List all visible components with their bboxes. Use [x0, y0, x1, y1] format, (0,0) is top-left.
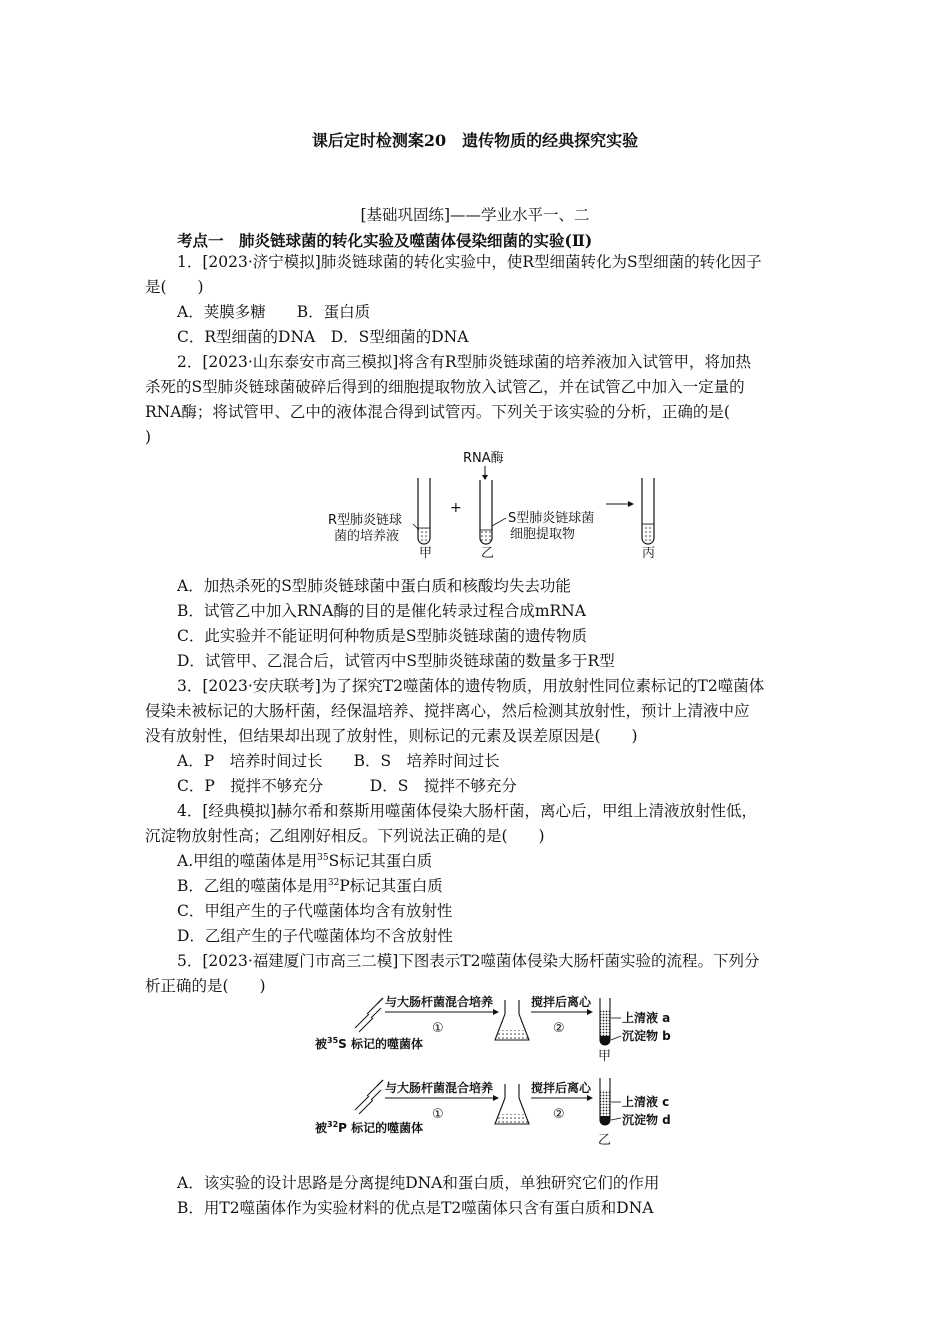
q2-option-d: D．试管甲、乙混合后，试管丙中S型肺炎链球菌的数量多于R型: [177, 652, 615, 670]
r-culture-label-1: R型肺炎链球: [328, 513, 403, 528]
sediment-b-label: 沉淀物 b: [622, 1029, 671, 1043]
q4-option-c: C．甲组产生的子代噬菌体均含有放射性: [177, 902, 453, 920]
supernatant-a-label: 上清液 a: [622, 1011, 671, 1025]
supernatant-c-label: 上清液 c: [622, 1095, 670, 1109]
rna-enzyme-label: RNA酶: [463, 451, 504, 466]
q4-stem-line2: 沉淀物放射性高；乙组刚好相反。下列说法正确的是( ): [145, 827, 545, 845]
tube-bing: [642, 478, 654, 544]
tube-jia-label: 甲: [419, 546, 433, 561]
q4-option-a: A.甲组的噬菌体是用$^{35}$S标记其蛋白质: [177, 852, 433, 870]
q2-option-a: A．加热杀死的S型肺炎链球菌中蛋白质和核酸均失去功能: [177, 577, 571, 595]
q3-stem-line3: 没有放射性，但结果却出现了放射性，则标记的元素及误差原因是( ): [145, 727, 638, 745]
q2-option-b: B．试管乙中加入RNA酶的目的是催化转录过程合成mRNA: [177, 602, 586, 620]
flask-icon: [495, 1000, 529, 1040]
q2-figure: [320, 446, 680, 566]
plus-sign: +: [450, 500, 462, 516]
step1-label-1: ①: [432, 1021, 444, 1036]
tube-yi-label: 乙: [481, 546, 495, 561]
q5-option-b: B．用T2噬菌体作为实验材料的优点是T2噬菌体只含有蛋白质和DNA: [177, 1199, 654, 1217]
tube-yi-centrifuged: [600, 1078, 610, 1125]
flask-icon-2: [495, 1084, 529, 1124]
stir-label-1: 搅拌后离心: [531, 995, 592, 1009]
syringe-icon-2: [355, 1080, 383, 1114]
q2-stem-line4: ): [145, 428, 152, 446]
mix-label-2: 与大肠杆菌混合培养: [385, 1081, 494, 1095]
step2-label-2: ②: [553, 1107, 565, 1122]
q5-stem-line2: 析正确的是( ): [145, 977, 266, 995]
step2-label-1: ②: [553, 1021, 565, 1036]
tube-jia: [418, 478, 430, 544]
tube-yi-label-5: 乙: [598, 1133, 612, 1148]
q2-stem-line3: RNA酶；将试管甲、乙中的液体混合得到试管丙。下列关于该实验的分析，正确的是(: [145, 403, 730, 421]
q5-stem-line1: 5．[2023·福建厦门市高三二模]下图表示T2噬菌体侵染大肠杆菌实验的流程。下列分: [177, 952, 760, 970]
q3-stem-line1: 3．[2023·安庆联考]为了探究T2噬菌体的遗传物质，用放射性同位素标记的T2噬菌体: [177, 677, 765, 695]
q3-stem-line2: 侵染未被标记的大肠杆菌，经保温培养、搅拌离心，然后检测其放射性，预计上清液中应: [145, 702, 750, 720]
q2-option-c: C．此实验并不能证明何种物质是S型肺炎链球菌的遗传物质: [177, 627, 587, 645]
s-extract-label-1: S型肺炎链球菌: [508, 511, 595, 526]
q1-options-ab: A．荚膜多糖 B．蛋白质: [177, 303, 371, 321]
tube-bing-label: 丙: [642, 546, 656, 561]
q3-options-cd: C．P 搅拌不够充分 D．S 搅拌不够充分: [177, 777, 517, 795]
section-heading: [基础巩固练]——学业水平一、二: [360, 206, 590, 224]
stir-label-2: 搅拌后离心: [531, 1081, 592, 1095]
q1-stem-line2: 是( ): [145, 278, 204, 296]
topic-heading: 考点一 肺炎链球菌的转化实验及噬菌体侵染细菌的实验(Ⅱ): [177, 231, 593, 250]
q1-stem-line1: 1．[2023·济宁模拟]肺炎链球菌的转化实验中，使R型细菌转化为S型细菌的转化因子: [177, 253, 762, 271]
q5-figure: [305, 992, 705, 1152]
tube-jia-centrifuged: [600, 998, 610, 1045]
q3-options-ab: A．P 培养时间过长 B．S 培养时间过长: [177, 752, 500, 770]
q1-options-cd: C．R型细菌的DNA D．S型细菌的DNA: [177, 328, 469, 346]
step1-label-2: ①: [432, 1107, 444, 1122]
page-title: 课后定时检测案20 遗传物质的经典探究实验: [311, 131, 639, 150]
tube-yi: [480, 480, 492, 544]
mix-label-1: 与大肠杆菌混合培养: [385, 995, 494, 1009]
sediment-d-label: 沉淀物 d: [622, 1113, 671, 1127]
q5-option-a: A．该实验的设计思路是分离提纯DNA和蛋白质，单独研究它们的作用: [177, 1174, 660, 1192]
q4-option-d: D．乙组产生的子代噬菌体均不含放射性: [177, 927, 453, 945]
label-35s-phage: 被$^{35}$S 标记的噬菌体: [315, 1036, 423, 1051]
tube-jia-label-5: 甲: [598, 1049, 612, 1064]
s-extract-label-2: 细胞提取物: [510, 527, 576, 542]
q4-stem-line1: 4．[经典模拟]赫尔希和蔡斯用噬菌体侵染大肠杆菌，离心后，甲组上清液放射性低，: [177, 802, 757, 820]
q4-option-b: B．乙组的噬菌体是用$^{32}$P标记其蛋白质: [177, 877, 443, 895]
q2-stem-line1: 2．[2023·山东泰安市高三模拟]将含有R型肺炎链球菌的培养液加入试管甲，将加热: [177, 353, 752, 371]
label-32p-phage: 被$^{32}$P 标记的噬菌体: [315, 1120, 424, 1135]
q2-stem-line2: 杀死的S型肺炎链球菌破碎后得到的细胞提取物放入试管乙，并在试管乙中加入一定量的: [145, 378, 745, 396]
r-culture-label-2: 菌的培养液: [334, 529, 400, 544]
syringe-icon: [355, 998, 383, 1032]
